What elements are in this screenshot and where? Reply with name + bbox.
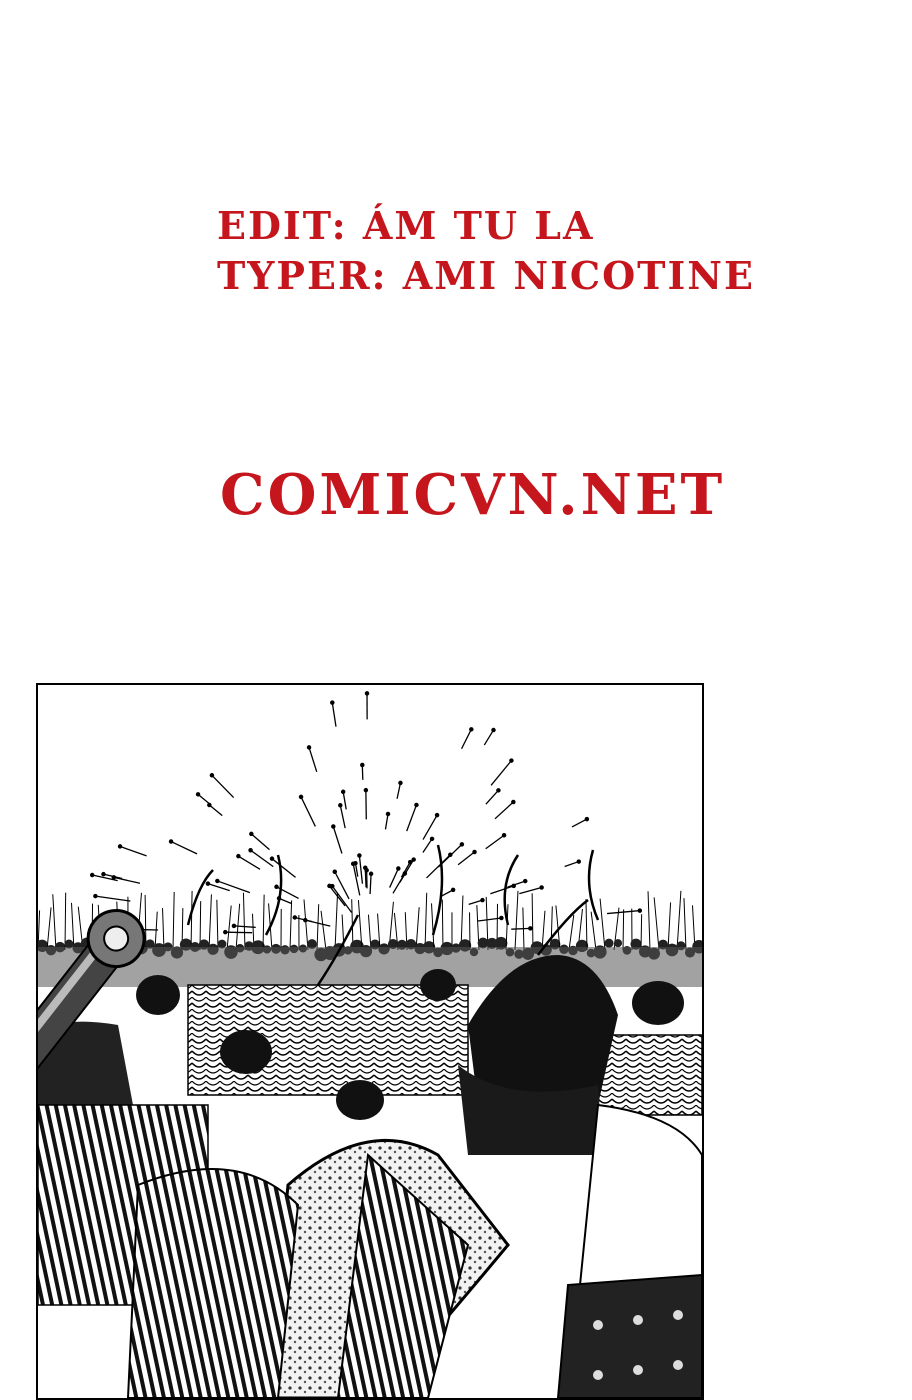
edit-credit: EDIT: ÁM TU LA: [217, 203, 595, 248]
typer-credit: TYPER: AMI NICOTINE: [217, 253, 755, 298]
soldier-armor-right: [598, 1035, 702, 1115]
central-soldier-shoulder: [578, 1105, 702, 1305]
battle-illustration: [38, 685, 702, 1398]
site-name: COMICVN.NET: [220, 462, 726, 528]
arrow-volley: [91, 692, 642, 934]
right-shield: [558, 1275, 702, 1398]
manga-panel: [36, 683, 704, 1400]
foreground-left-armor: [128, 1169, 298, 1398]
